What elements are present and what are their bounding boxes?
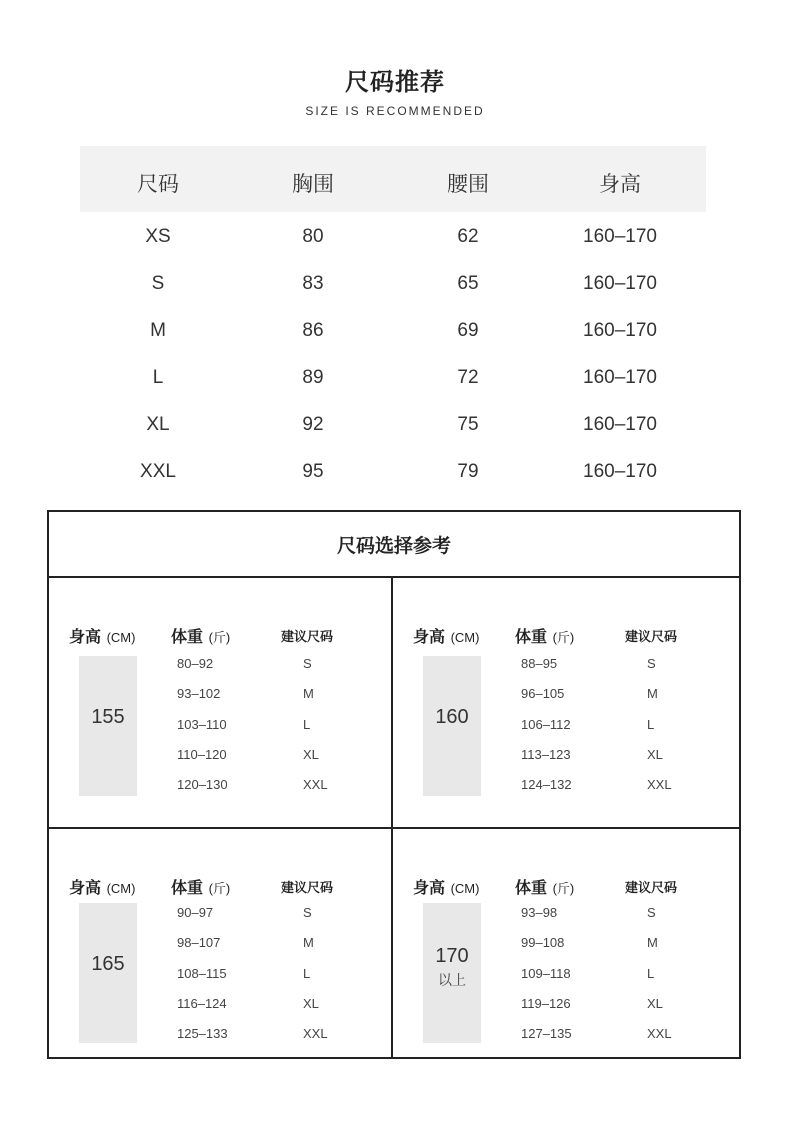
table-row	[80, 447, 706, 494]
cell-size: M	[150, 320, 166, 341]
height-value: 165	[91, 953, 125, 975]
suggested-size: XXL	[647, 777, 672, 793]
cell-size: XS	[145, 226, 171, 247]
header-size: 尺码	[137, 172, 179, 196]
col-size-label: 建议尺码	[281, 881, 334, 896]
col-height-label: 身高 (CM)	[69, 627, 136, 646]
cell-chest: 83	[302, 273, 324, 294]
cell-height: 160–170	[583, 414, 657, 435]
weight-range: 93–102	[177, 686, 221, 702]
cell-size: XXL	[140, 461, 176, 482]
reference-panel-165	[49, 829, 389, 1079]
weight-range: 96–105	[521, 686, 565, 702]
col-height-label: 身高 (CM)	[413, 627, 480, 646]
table-row	[80, 259, 706, 306]
weight-range: 119–126	[521, 995, 571, 1011]
weight-range: 127–135	[521, 1026, 572, 1042]
suggested-size: L	[647, 965, 655, 981]
weight-range: 109–118	[521, 965, 571, 981]
suggested-size: XXL	[647, 1026, 672, 1042]
suggested-size: XXL	[303, 777, 328, 793]
col-weight-label: 体重 (斤)	[515, 627, 575, 646]
weight-range: 88–95	[521, 656, 558, 671]
table-row	[80, 353, 706, 400]
height-badge	[79, 656, 137, 796]
height-badge	[423, 656, 481, 796]
size-list	[647, 656, 672, 807]
col-height-label: 身高 (CM)	[413, 878, 480, 897]
cell-chest: 89	[302, 367, 324, 388]
cell-chest: 80	[302, 226, 324, 247]
header-chest: 胸围	[292, 172, 334, 196]
col-size-label: 建议尺码	[625, 881, 678, 896]
cell-waist: 72	[457, 367, 479, 388]
page-subtitle: SIZE IS RECOMMENDED	[305, 104, 485, 118]
cell-waist: 65	[457, 273, 479, 294]
weight-range: 110–120	[177, 746, 227, 762]
suggested-size: XXL	[303, 1026, 328, 1042]
col-weight-label: 体重 (斤)	[171, 878, 231, 897]
size-list	[303, 656, 328, 807]
suggested-size: L	[303, 716, 311, 732]
weight-range: 93–98	[521, 905, 558, 920]
height-badge	[423, 903, 481, 1043]
cell-height: 160–170	[583, 367, 657, 388]
weight-range: 106–112	[521, 716, 571, 732]
height-value: 170	[435, 945, 469, 967]
suggested-size: S	[647, 656, 656, 671]
size-reference-box	[47, 510, 741, 1059]
weight-range: 120–130	[177, 777, 228, 793]
suggested-size: M	[647, 935, 658, 951]
weight-range: 124–132	[521, 777, 572, 793]
height-value: 155	[91, 706, 125, 728]
cell-waist: 62	[457, 226, 479, 247]
cell-waist: 79	[457, 461, 479, 482]
suggested-size: M	[647, 686, 658, 702]
header-height: 身高	[599, 172, 641, 196]
cell-size: S	[151, 273, 165, 294]
cell-waist: 75	[457, 414, 479, 435]
height-badge	[79, 903, 137, 1043]
weight-range: 99–108	[521, 935, 565, 951]
weight-range: 80–92	[177, 656, 214, 671]
weight-range: 125–133	[177, 1026, 228, 1042]
suggested-size: XL	[647, 995, 663, 1011]
cell-height: 160–170	[583, 226, 657, 247]
cell-chest: 92	[302, 414, 324, 435]
height-note: 以上	[438, 973, 466, 989]
cell-chest: 95	[302, 461, 324, 482]
suggested-size: XL	[647, 746, 663, 762]
suggested-size: S	[303, 656, 312, 671]
cell-size: L	[152, 367, 164, 388]
table-row	[80, 212, 706, 259]
col-height-label: 身高 (CM)	[69, 878, 136, 897]
cell-height: 160–170	[583, 273, 657, 294]
suggested-size: L	[647, 716, 655, 732]
cell-chest: 86	[302, 320, 324, 341]
cell-size: XL	[146, 414, 170, 435]
weight-range: 108–115	[177, 965, 227, 981]
table-row	[80, 306, 706, 353]
size-table-header	[80, 146, 706, 212]
reference-title: 尺码选择参考	[49, 512, 739, 578]
cell-height: 160–170	[583, 320, 657, 341]
weight-list	[521, 656, 572, 807]
size-list	[303, 905, 328, 1056]
reference-panel-170	[393, 829, 733, 1079]
weight-range: 90–97	[177, 905, 214, 920]
page-title: 尺码推荐	[345, 68, 445, 96]
weight-range: 116–124	[177, 995, 227, 1011]
reference-panel-160	[393, 578, 733, 828]
cell-waist: 69	[457, 320, 479, 341]
col-size-label: 建议尺码	[625, 630, 678, 645]
suggested-size: XL	[303, 995, 319, 1011]
size-table	[80, 146, 706, 494]
weight-range: 113–123	[521, 746, 571, 762]
cell-height: 160–170	[583, 461, 657, 482]
suggested-size: S	[303, 905, 312, 920]
weight-list	[177, 656, 228, 807]
suggested-size: S	[647, 905, 656, 920]
suggested-size: XL	[303, 746, 319, 762]
size-list	[647, 905, 672, 1056]
height-value: 160	[435, 706, 469, 728]
header-waist: 腰围	[447, 172, 489, 196]
reference-panel-155	[49, 578, 389, 828]
table-row	[80, 400, 706, 447]
suggested-size: L	[303, 965, 311, 981]
weight-range: 103–110	[177, 716, 227, 732]
weight-list	[521, 905, 572, 1056]
col-weight-label: 体重 (斤)	[171, 627, 231, 646]
weight-list	[177, 905, 228, 1056]
col-size-label: 建议尺码	[281, 630, 334, 645]
suggested-size: M	[303, 686, 314, 702]
col-weight-label: 体重 (斤)	[515, 878, 575, 897]
weight-range: 98–107	[177, 935, 221, 951]
suggested-size: M	[303, 935, 314, 951]
